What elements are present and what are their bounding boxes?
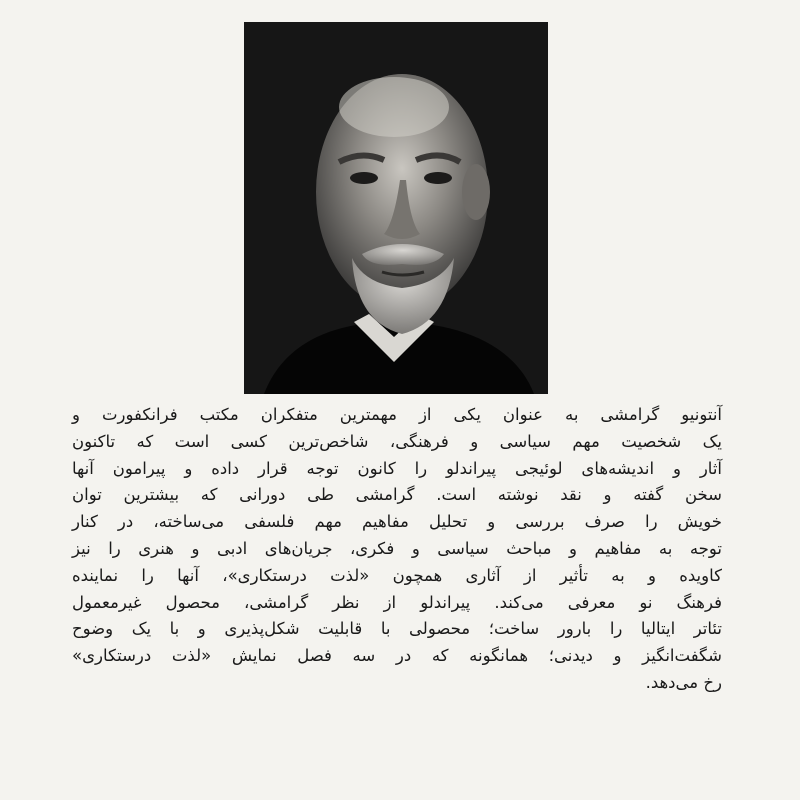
author-portrait-photo: [244, 22, 548, 394]
paragraph-line: خویش را صرف بررسی و تحلیل مفاهیم مهم فلسفی می‌ساخته، در کنار: [72, 512, 722, 532]
paragraph-line: شگفت‌انگیز و دیدنی؛ همانگونه که در سه فصل نمایش «لذت درستکاری»: [72, 646, 722, 666]
paragraph-line: فرهنگ نو معرفی می‌کند. پیراندلو از نظر گرامشی، محصول غیرمعمول: [72, 592, 722, 612]
paragraph-line: کاویده و به تأثیر از آثاری همچون «لذت درستکاری»، آنها را نماینده: [72, 565, 722, 585]
paragraph-line: سخن گفته و نقد نوشته است. گرامشی طی دورانی که بیشترین توان: [72, 485, 722, 505]
paragraph-line: یک شخصیت مهم سیاسی و فرهنگی، شاخص‌ترین کسی است که تاکنون: [72, 431, 722, 451]
paragraph-line: تئاتر ایتالیا را بارور ساخت؛ محصولی با قابلیت شکل‌پذیری و با یک وضوح: [72, 619, 722, 639]
back-cover-paragraph: [72, 402, 722, 697]
paragraph-line: آثار و اندیشه‌های لوئیجی پیراندلو را کانون توجه قرار داده و پیرامون آنها: [72, 458, 722, 478]
portrait-icon: [244, 22, 548, 394]
paragraph-line: رخ می‌دهد.: [645, 672, 722, 692]
paragraph-line: آنتونیو گرامشی به عنوان یکی از مهمترین متفکران مکتب فرانکفورت و: [72, 405, 722, 424]
paragraph-line: توجه به مفاهیم و مباحث سیاسی و فکری، جریان‌های ادبی و هنری را نیز: [72, 538, 722, 558]
